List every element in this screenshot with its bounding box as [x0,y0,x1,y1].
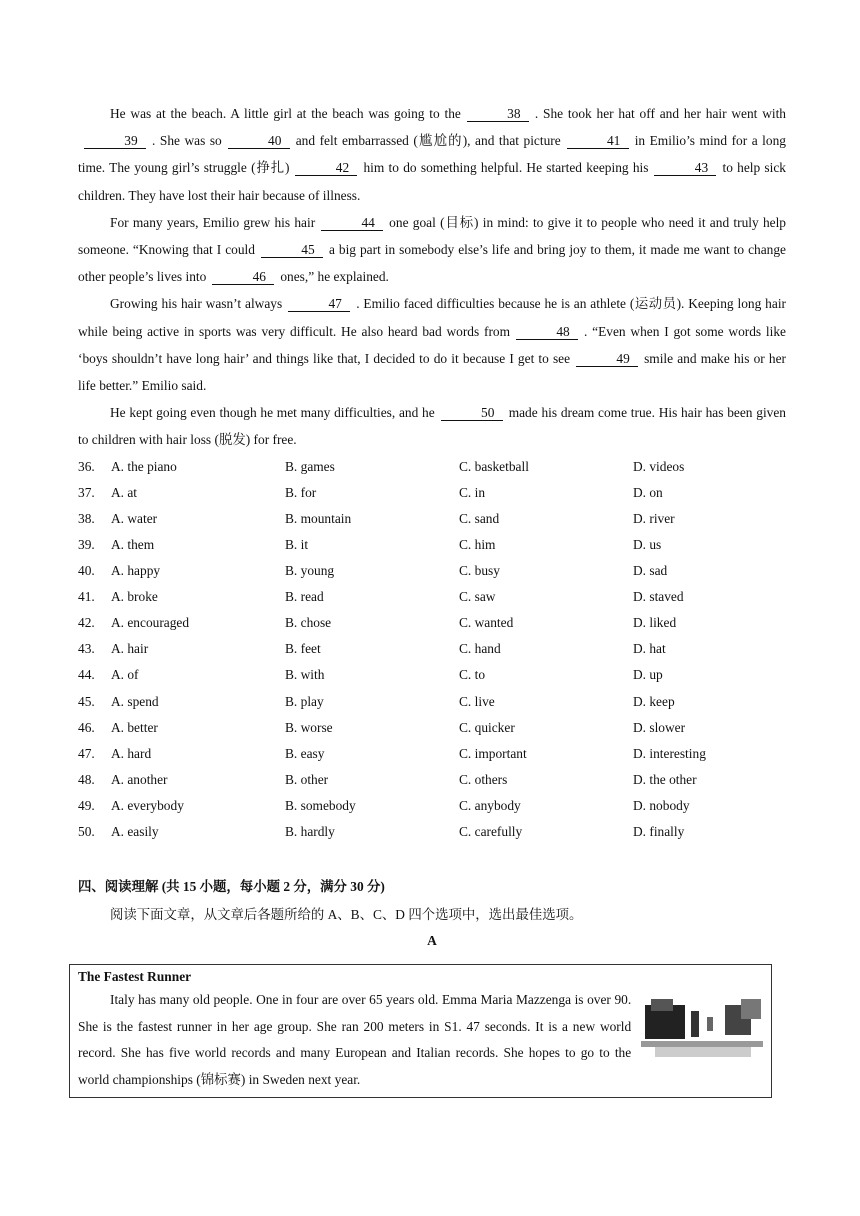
exam-page [78,100,786,951]
text: . She took her hat off and her hair went with [534,106,786,121]
passage-box [69,964,772,1098]
option-row [78,767,786,793]
text: He kept going even though he met many difficulties, and he [110,405,435,421]
option-b: B. hardly [285,824,335,839]
text: one goal (目标) in mind: to give it to people who need it and truly help someone. “Knowing that I could [78,214,786,258]
blank-41: 41 [567,133,629,149]
blank-50: 50 [441,405,503,421]
option-c: C. basketball [459,458,529,474]
text: to help sick children. They have lost their hair because of illness. [78,160,786,203]
question-number: 37. [78,484,95,500]
option-b: B. play [285,693,324,709]
option-b: B. with [285,667,325,683]
runner-photo [641,997,763,1061]
option-d: D. keep [633,693,675,709]
option-b: B. worse [285,719,333,735]
option-a: A. hard [111,745,152,761]
text: made his dream come true. His hair has been given to children with hair loss (脱发) for free. [78,405,786,448]
blank-39: 39 [84,133,146,149]
blank-44: 44 [321,215,383,231]
text: in Emilio’s mind for a long time. The young girl’s struggle (挣扎) [78,133,786,176]
option-b: B. other [285,771,329,787]
passage-body [78,987,763,1093]
option-c: C. him [459,536,496,552]
option-c: C. wanted [459,615,514,631]
option-d: D. up [633,667,663,683]
text: smile and make his or her life better.” Emilio said. [78,350,786,394]
option-a: A. encouraged [111,615,190,631]
question-number: 49. [78,797,95,813]
option-c: C. in [459,484,486,500]
option-a: A. them [111,536,155,552]
option-a: A. another [111,771,168,787]
option-c: C. busy [459,563,500,579]
option-b: B. read [285,589,324,605]
option-d: D. river [633,510,675,526]
option-d: D. on [633,484,663,500]
option-a: A. broke [111,589,158,605]
option-row [78,793,786,819]
text: Growing his hair wasn’t always [110,296,283,312]
blank-48: 48 [516,324,578,340]
question-number: 40. [78,563,95,579]
option-row [78,558,786,584]
passage-text: Italy has many old people. One in four are over 65 years old. Emma Maria Mazzenga is over 90. She is the fastest runner in her age group. She ran 200 meters in S1. 47 seconds. It is a new world record. She has five world records and many European and Italian records. She hopes to go to the world championships (锦标赛) in Sweden next year. [78,992,632,1087]
text: He was at the beach. A little girl at the beach was going to the [110,106,461,121]
blank-46: 46 [212,269,274,285]
option-a: A. everybody [111,797,184,813]
question-number: 42. [78,615,95,631]
question-number: 47. [78,745,95,761]
option-d: D. interesting [633,745,706,761]
option-a: A. of [111,667,139,683]
passage-title: The Fastest Runner [78,969,192,984]
option-c: C. saw [459,589,496,605]
option-c: C. to [459,667,486,683]
blank-40: 40 [228,133,290,149]
blank-43: 43 [654,160,716,176]
option-row [78,506,786,532]
option-c: C. anybody [459,797,521,813]
option-a: A. better [111,719,158,735]
blank-42: 42 [295,160,357,176]
option-b: B. feet [285,641,321,657]
option-d: D. slower [633,719,686,735]
text: a big part in somebody else’s life and bring joy to them, it made me want to change other people’s lives into [78,242,786,285]
question-number: 46. [78,719,95,735]
question-number: 43. [78,641,95,657]
option-row [78,584,786,610]
option-c: C. quicker [459,719,515,735]
question-number: 39. [78,536,95,552]
option-row [78,688,786,714]
option-a: A. spend [111,693,159,709]
option-b: B. games [285,458,335,474]
text: him to do something helpful. He started keeping his [363,160,649,176]
cloze-paragraph-4 [78,399,786,453]
option-d: D. hat [633,641,666,657]
option-row [78,480,786,506]
option-c: C. live [459,693,495,709]
blank-45: 45 [261,242,323,258]
question-number: 44. [78,667,95,683]
option-a: A. the piano [111,458,177,474]
question-number: 45. [78,693,95,709]
option-a: A. hair [111,641,149,657]
option-a: A. happy [111,563,161,579]
option-b: B. young [285,563,335,579]
option-c: C. others [459,771,508,787]
option-row [78,610,786,636]
option-b: B. mountain [285,510,352,526]
option-b: B. it [285,536,309,552]
section-instruction: 阅读下面文章，从文章后各题所给的 A、B、C、D 四个选项中，选出最佳选项。 [110,907,583,923]
option-row [78,454,786,480]
cloze-paragraph-1 [78,100,786,209]
option-c: C. sand [459,510,500,526]
option-a: A. easily [111,824,159,839]
option-d: D. staved [633,589,684,605]
option-d: D. us [633,536,662,552]
option-b: B. easy [285,745,325,761]
section-heading: 四、阅读理解 (共 15 小题，每小题 2 分，满分 30 分) [78,879,385,895]
option-a: A. water [111,510,158,526]
option-row [78,532,786,558]
text: . Emilio faced difficulties because he is an athlete (运动员). Keeping long hair while being active in sports was very difficult. He also heard bad words from [78,296,786,339]
option-row [78,741,786,767]
option-d: D. the other [633,771,697,787]
option-row [78,715,786,741]
blank-38: 38 [467,106,529,122]
text: For many years, Emilio grew his hair [110,214,316,230]
text: . She was so [152,133,222,149]
text: ones,” he explained. [280,269,389,285]
text: and felt embarrassed (尴尬的), and that picture [295,133,561,149]
text: . “Even when I got some words like ‘boys shouldn’t have long hair’ and things like that, I decided to do it because I get to see [78,323,786,366]
question-number: 41. [78,589,95,605]
option-d: D. liked [633,615,677,631]
blank-47: 47 [288,296,350,312]
option-d: D. nobody [633,797,690,813]
passage-letter: A [427,933,437,949]
option-b: B. for [285,484,317,500]
option-row [78,636,786,662]
option-b: B. chose [285,615,332,631]
option-b: B. somebody [285,797,356,813]
question-number: 36. [78,458,95,474]
question-number: 38. [78,510,95,526]
option-d: D. sad [633,563,668,579]
option-d: D. videos [633,458,685,474]
cloze-options-list [78,454,786,845]
cloze-paragraph-2 [78,209,786,291]
option-c: C. carefully [459,824,523,839]
option-c: C. hand [459,641,501,657]
option-a: A. at [111,484,138,500]
blank-49: 49 [576,351,638,367]
question-number: 50. [78,824,95,839]
cloze-paragraph-3 [78,290,786,399]
option-row [78,662,786,688]
option-row [78,819,786,845]
question-number: 48. [78,771,95,787]
option-c: C. important [459,745,527,761]
option-d: D. finally [633,824,685,839]
